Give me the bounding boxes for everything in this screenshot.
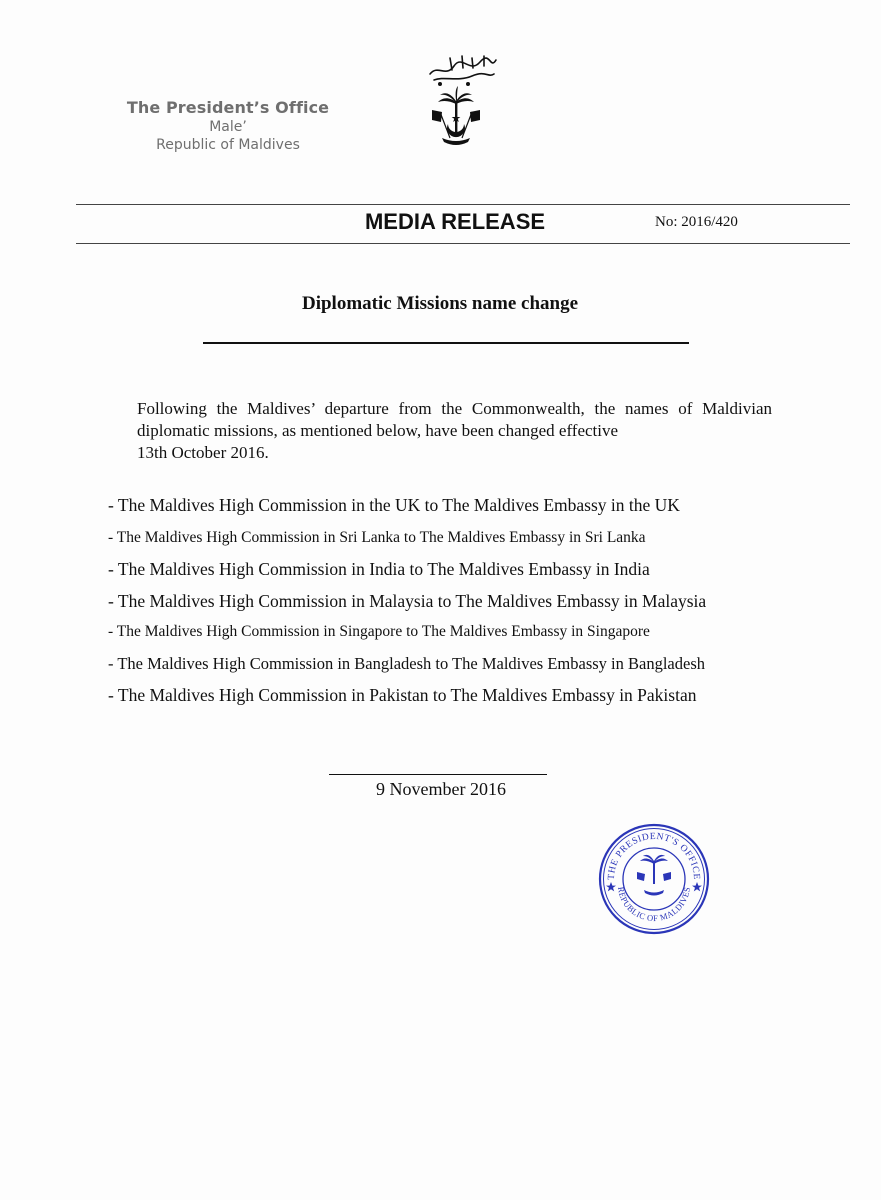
header-bottom-rule: [76, 243, 850, 244]
list-item-uk: - The Maldives High Commission in the UK to The Maldives Embassy in the UK: [108, 495, 680, 515]
office-country: Republic of Maldives: [156, 137, 300, 153]
list-item-india: - The Maldives High Commission in India to The Maldives Embassy in India: [108, 559, 650, 579]
list-item-singapore: - The Maldives High Commission in Singapore to The Maldives Embassy in Singapore: [108, 623, 650, 640]
list-item-pakistan: - The Maldives High Commission in Pakistan to The Maldives Embassy in Pakistan: [108, 685, 697, 705]
release-number: No: 2016/420: [655, 214, 738, 230]
list-item-bangladesh: - The Maldives High Commission in Bangladesh to The Maldives Embassy in Bangladesh: [108, 654, 705, 673]
office-name: The President’s Office: [126, 98, 330, 117]
office-city: Male’: [209, 119, 247, 135]
release-date: 9 November 2016: [376, 779, 506, 799]
headline-underline: [203, 342, 689, 344]
media-release-title: MEDIA RELEASE: [364, 209, 546, 234]
signature-line: [329, 774, 547, 775]
official-seal-stamp-icon: [597, 822, 711, 936]
svg-text:REPUBLIC OF MALDIVES: [616, 886, 692, 923]
list-item-sri-lanka: - The Maldives High Commission in Sri Lanka to The Maldives Embassy in Sri Lanka: [108, 529, 646, 546]
list-item-malaysia: - The Maldives High Commission in Malaysia to The Maldives Embassy in Malaysia: [108, 591, 707, 611]
seal-top-text: THE PRESIDENT'S OFFICE: [606, 831, 702, 881]
body-paragraph-text: Following the Maldives’ departure from the Commonwealth, the names of Maldivian diplomatic missions, as mentioned below, have been changed effective: [137, 399, 772, 440]
seal-bottom-text: REPUBLIC OF MALDIVES: [615, 886, 693, 924]
body-paragraph: [137, 398, 772, 464]
office-address: [108, 98, 348, 153]
maldives-state-emblem-icon: [410, 52, 502, 152]
release-headline: Diplomatic Missions name change: [301, 293, 579, 314]
body-paragraph-end: 13th October 2016.: [137, 443, 269, 462]
header-top-rule: [76, 204, 850, 205]
